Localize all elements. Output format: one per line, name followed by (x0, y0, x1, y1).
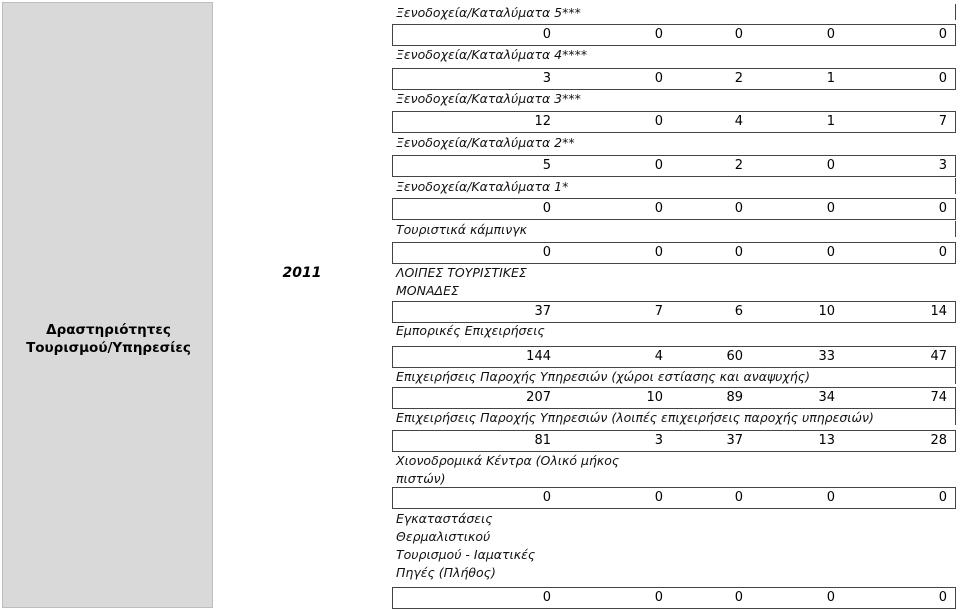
value-cell: 0 (654, 201, 663, 216)
row-label-hotel-3: Ξενοδοχεία/Καταλύματα 3*** (396, 91, 581, 106)
value-cell: 0 (826, 158, 835, 173)
value-cell: 0 (938, 71, 947, 86)
value-cell: 37 (534, 304, 551, 319)
value-cell: 1 (826, 114, 835, 129)
value-row (392, 387, 956, 409)
value-cell: 0 (826, 201, 835, 216)
value-cell: 5 (542, 158, 551, 173)
value-cell: 47 (930, 349, 947, 364)
value-cell: 0 (654, 114, 663, 129)
year-cell (215, 2, 389, 608)
row-border (955, 368, 956, 384)
value-cell: 0 (938, 590, 947, 605)
value-cell: 0 (826, 245, 835, 260)
value-cell: 0 (826, 490, 835, 505)
value-row (392, 430, 956, 452)
value-cell: 0 (542, 590, 551, 605)
value-cell: 3 (938, 158, 947, 173)
value-cell: 0 (654, 27, 663, 42)
value-cell: 3 (654, 433, 663, 448)
value-cell: 89 (726, 390, 743, 405)
value-cell: 0 (542, 245, 551, 260)
row-label-services-other: Επιχειρήσεις Παροχής Υπηρεσιών (λοιπές επιχειρήσεις παροχής υπηρεσιών) (396, 410, 874, 425)
value-cell: 37 (726, 433, 743, 448)
value-cell: 2 (734, 71, 743, 86)
value-cell: 0 (826, 27, 835, 42)
row-label-services-food: Επιχειρήσεις Παροχής Υπηρεσιών (χώροι εστίασης και αναψυχής) (396, 369, 810, 384)
value-cell: 60 (726, 349, 743, 364)
value-row (392, 68, 956, 90)
row-label-hotel-5: Ξενοδοχεία/Καταλύματα 5*** (396, 5, 581, 20)
value-cell: 0 (938, 245, 947, 260)
value-cell: 7 (654, 304, 663, 319)
value-cell: 4 (734, 114, 743, 129)
value-cell: 7 (938, 114, 947, 129)
row-border (955, 409, 956, 425)
value-cell: 144 (526, 349, 551, 364)
category-label: Δραστηριότητες Τουρισμού/Υπηρεσίες (26, 322, 191, 356)
value-cell: 12 (534, 114, 551, 129)
value-cell: 33 (818, 349, 835, 364)
value-cell: 4 (654, 349, 663, 364)
value-cell: 1 (826, 71, 835, 86)
value-cell: 0 (734, 201, 743, 216)
value-cell: 14 (930, 304, 947, 319)
value-cell: 0 (938, 27, 947, 42)
value-cell: 0 (654, 590, 663, 605)
value-cell: 0 (542, 27, 551, 42)
value-cell: 0 (938, 490, 947, 505)
value-cell: 0 (734, 590, 743, 605)
value-cell: 74 (930, 390, 947, 405)
value-cell: 3 (542, 71, 551, 86)
year-label: 2011 (282, 265, 322, 281)
row-border (955, 4, 956, 20)
row-label-hotel-1: Ξενοδοχεία/Καταλύματα 1* (396, 179, 569, 194)
value-cell: 207 (526, 390, 551, 405)
value-row (392, 198, 956, 220)
value-cell: 0 (734, 490, 743, 505)
value-row (392, 24, 956, 46)
value-cell: 0 (654, 158, 663, 173)
category-cell (2, 2, 213, 608)
value-cell: 10 (818, 304, 835, 319)
row-label-other-tourist: ΛΟΙΠΕΣ ΤΟΥΡΙΣΤΙΚΕΣ ΜΟΝΑΔΕΣ (396, 265, 527, 298)
value-cell: 0 (542, 490, 551, 505)
row-label-ski-centers: Χιονοδρομικά Κέντρα (Ολικό μήκος πιστών) (396, 453, 620, 486)
row-label-thermal: Εγκαταστάσεις Θερμαλιστικού Τουρισμού - Ιαματικές Πηγές (Πλήθος) (396, 511, 536, 580)
value-row (392, 301, 956, 323)
value-cell: 6 (734, 304, 743, 319)
row-label-camping: Τουριστικά κάμπινγκ (396, 222, 527, 237)
value-cell: 0 (542, 201, 551, 216)
value-cell: 0 (654, 490, 663, 505)
value-cell: 0 (734, 245, 743, 260)
value-cell: 0 (734, 27, 743, 42)
row-label-hotel-2: Ξενοδοχεία/Καταλύματα 2** (396, 135, 575, 150)
value-cell: 0 (654, 71, 663, 86)
row-label-hotel-4: Ξενοδοχεία/Καταλύματα 4**** (396, 47, 588, 62)
value-cell: 0 (654, 245, 663, 260)
value-cell: 28 (930, 433, 947, 448)
row-border (955, 221, 956, 237)
value-cell: 0 (938, 201, 947, 216)
row-label-commercial: Εμπορικές Επιχειρήσεις (396, 323, 545, 338)
value-cell: 34 (818, 390, 835, 405)
value-cell: 2 (734, 158, 743, 173)
value-row (392, 155, 956, 177)
value-row (392, 242, 956, 264)
value-cell: 13 (818, 433, 835, 448)
value-cell: 0 (826, 590, 835, 605)
value-row (392, 587, 956, 609)
value-row (392, 346, 956, 368)
value-cell: 81 (534, 433, 551, 448)
row-border (955, 178, 956, 194)
value-row (392, 487, 956, 509)
value-row (392, 111, 956, 133)
value-cell: 10 (646, 390, 663, 405)
